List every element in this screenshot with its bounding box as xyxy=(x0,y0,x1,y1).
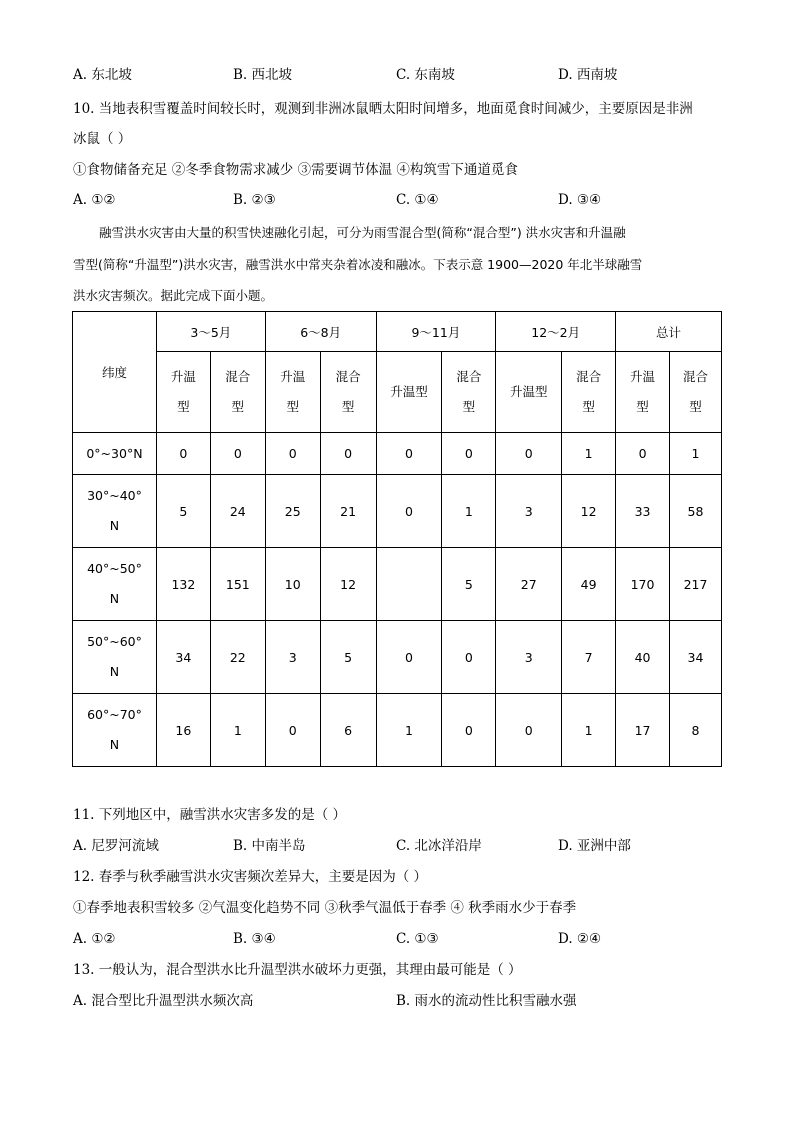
value-cell: 0 xyxy=(442,621,496,694)
type-header-text: 升温型 xyxy=(390,384,428,399)
lat-cell xyxy=(73,621,157,694)
lat-text: N xyxy=(109,737,120,752)
value-cell: 12 xyxy=(320,548,376,621)
passage-line1: 融雪洪水灾害由大量的积雪快速融化引起，可分为雨雪混合型(简称“混合型”) 洪水灾害和升温融 xyxy=(99,225,626,240)
value-cell: 34 xyxy=(670,621,722,694)
value-cell: 0 xyxy=(265,694,320,767)
value-cell: 25 xyxy=(265,475,320,548)
lat-text: N xyxy=(109,518,120,533)
q11-option-c: C. 北冰洋沿岸 xyxy=(396,838,482,854)
value-cell: 40 xyxy=(616,621,670,694)
value-cell: 49 xyxy=(562,548,616,621)
value-cell: 0 xyxy=(616,433,670,475)
q12-option-d: D. ②④ xyxy=(558,931,602,947)
value-cell: 1 xyxy=(442,475,496,548)
type-header xyxy=(156,352,210,433)
lat-text: 40°~50° xyxy=(87,561,142,576)
type-header-text: 型 xyxy=(689,399,702,414)
q13-stem: 13. 一般认为，混合型洪水比升温型洪水破坏力更强，其理由最可能是（ ） xyxy=(73,962,522,978)
table-header-types xyxy=(73,352,722,433)
value-cell: 217 xyxy=(670,548,722,621)
q9-option-b: B. 西北坡 xyxy=(233,67,293,83)
value-cell: 0 xyxy=(496,694,562,767)
lat-cell xyxy=(73,548,157,621)
lat-text: N xyxy=(109,664,120,679)
q11-stem: 11. 下列地区中，融雪洪水灾害多发的是（ ） xyxy=(73,807,347,823)
q10-option-a: A. ①② xyxy=(73,192,116,208)
type-header-text: 型 xyxy=(177,399,190,414)
type-header-text: 型 xyxy=(341,399,355,414)
q9-option-c: C. 东南坡 xyxy=(396,67,455,83)
q12-statements: ①春季地表积雪较多 ②气温变化趋势不同 ③秋季气温低于春季 ④ 秋季雨水少于春季 xyxy=(73,900,577,916)
value-cell: 22 xyxy=(210,621,265,694)
type-header-text: 型 xyxy=(462,399,476,414)
type-header xyxy=(616,352,670,433)
q9-option-a: A. 东北坡 xyxy=(73,67,132,83)
value-cell: 16 xyxy=(156,694,210,767)
value-cell: 0 xyxy=(376,475,442,548)
type-header-text: 升温 xyxy=(280,369,306,384)
value-cell: 3 xyxy=(496,475,562,548)
q11-option-d: D. 亚洲中部 xyxy=(558,838,631,854)
table-row xyxy=(73,694,722,767)
q12-option-c: C. ①③ xyxy=(396,931,439,947)
value-cell: 0 xyxy=(376,433,442,475)
type-header-text: 混合 xyxy=(576,369,602,384)
value-cell: 8 xyxy=(670,694,722,767)
table-row xyxy=(73,433,722,475)
lat-text: 50°~60° xyxy=(87,634,142,649)
q10-stem-line2: 冰鼠（ ） xyxy=(73,131,132,147)
type-header-text: 型 xyxy=(286,399,299,414)
value-cell: 12 xyxy=(562,475,616,548)
lat-text: N xyxy=(109,591,120,606)
value-cell: 0 xyxy=(442,694,496,767)
type-header xyxy=(670,352,722,433)
value-cell: 7 xyxy=(562,621,616,694)
type-header xyxy=(265,352,320,433)
season-header: 12～2月 xyxy=(496,312,616,352)
q10-option-c: C. ①④ xyxy=(396,192,439,208)
value-cell: 5 xyxy=(320,621,376,694)
value-cell: 1 xyxy=(670,433,722,475)
value-cell: 10 xyxy=(265,548,320,621)
q9-option-d: D. 西南坡 xyxy=(558,67,618,83)
value-cell: 5 xyxy=(156,475,210,548)
value-cell: 17 xyxy=(616,694,670,767)
passage-line3: 洪水灾害频次。据此完成下面小题。 xyxy=(73,288,274,303)
table-row xyxy=(73,548,722,621)
q10-stem-line1: 10. 当地表积雪覆盖时间较长时，观测到非洲冰鼠晒太阳时间增多，地面觅食时间减少，主要原因是非洲 xyxy=(73,101,693,117)
table-header-seasons xyxy=(73,312,722,352)
value-cell: 33 xyxy=(616,475,670,548)
season-header: 9～11月 xyxy=(376,312,496,352)
value-cell: 1 xyxy=(210,694,265,767)
value-cell xyxy=(376,548,442,621)
type-header-text: 混合 xyxy=(682,369,708,384)
lat-cell xyxy=(73,433,157,475)
season-header: 3～5月 xyxy=(156,312,265,352)
value-cell: 27 xyxy=(496,548,562,621)
value-cell: 5 xyxy=(442,548,496,621)
value-cell: 0 xyxy=(376,621,442,694)
lat-header: 纬度 xyxy=(73,312,157,433)
q13-option-b: B. 雨水的流动性比积雪融水强 xyxy=(396,993,577,1009)
type-header-text: 升温 xyxy=(170,369,196,384)
type-header xyxy=(442,352,496,433)
q10-statements: ①食物储备充足 ②冬季食物需求减少 ③需要调节体温 ④构筑雪下通道觅食 xyxy=(73,162,518,178)
value-cell: 0 xyxy=(265,433,320,475)
value-cell: 151 xyxy=(210,548,265,621)
type-header-text: 型 xyxy=(231,399,245,414)
value-cell: 3 xyxy=(265,621,320,694)
type-header xyxy=(210,352,265,433)
q11-option-a: A. 尼罗河流域 xyxy=(73,838,159,854)
value-cell: 0 xyxy=(320,433,376,475)
value-cell: 0 xyxy=(156,433,210,475)
lat-cell xyxy=(73,694,157,767)
value-cell: 1 xyxy=(376,694,442,767)
value-cell: 1 xyxy=(562,694,616,767)
value-cell: 0 xyxy=(496,433,562,475)
q13-option-a: A. 混合型比升温型洪水频次高 xyxy=(73,993,254,1009)
q12-option-a: A. ①② xyxy=(73,931,116,947)
type-header-text: 混合 xyxy=(335,369,361,384)
q12-stem: 12. 春季与秋季融雪洪水灾害频次差异大，主要是因为（ ） xyxy=(73,869,428,885)
q10-option-d: D. ③④ xyxy=(558,192,602,208)
value-cell: 170 xyxy=(616,548,670,621)
lat-cell xyxy=(73,475,157,548)
season-header: 总计 xyxy=(616,312,722,352)
flood-frequency-table xyxy=(72,311,722,767)
value-cell: 58 xyxy=(670,475,722,548)
table-row xyxy=(73,475,722,548)
value-cell: 0 xyxy=(442,433,496,475)
season-header: 6～8月 xyxy=(265,312,376,352)
type-header-text: 升温型 xyxy=(509,384,548,399)
value-cell: 24 xyxy=(210,475,265,548)
type-header-text: 混合 xyxy=(225,369,251,384)
type-header-text: 型 xyxy=(582,399,595,414)
q10-option-b: B. ②③ xyxy=(233,192,276,208)
type-header-text: 升温 xyxy=(630,369,656,384)
table-row xyxy=(73,621,722,694)
value-cell: 1 xyxy=(562,433,616,475)
value-cell: 0 xyxy=(210,433,265,475)
type-header-text: 型 xyxy=(636,399,649,414)
value-cell: 21 xyxy=(320,475,376,548)
type-header xyxy=(320,352,376,433)
value-cell: 6 xyxy=(320,694,376,767)
type-header xyxy=(496,352,562,433)
type-header xyxy=(376,352,442,433)
value-cell: 3 xyxy=(496,621,562,694)
type-header-text: 混合 xyxy=(456,369,482,384)
q11-option-b: B. 中南半岛 xyxy=(233,838,306,854)
value-cell: 34 xyxy=(156,621,210,694)
q12-option-b: B. ③④ xyxy=(233,931,276,947)
passage-line2: 雪型(简称“升温型”)洪水灾害，融雪洪水中常夹杂着冰凌和融冰。下表示意 1900—2020 年北半球融雪 xyxy=(73,257,643,272)
type-header xyxy=(562,352,616,433)
lat-text: 0°~30°N xyxy=(86,445,143,461)
lat-text: 30°~40° xyxy=(87,488,142,503)
lat-text: 60°~70° xyxy=(87,707,142,722)
value-cell: 132 xyxy=(156,548,210,621)
